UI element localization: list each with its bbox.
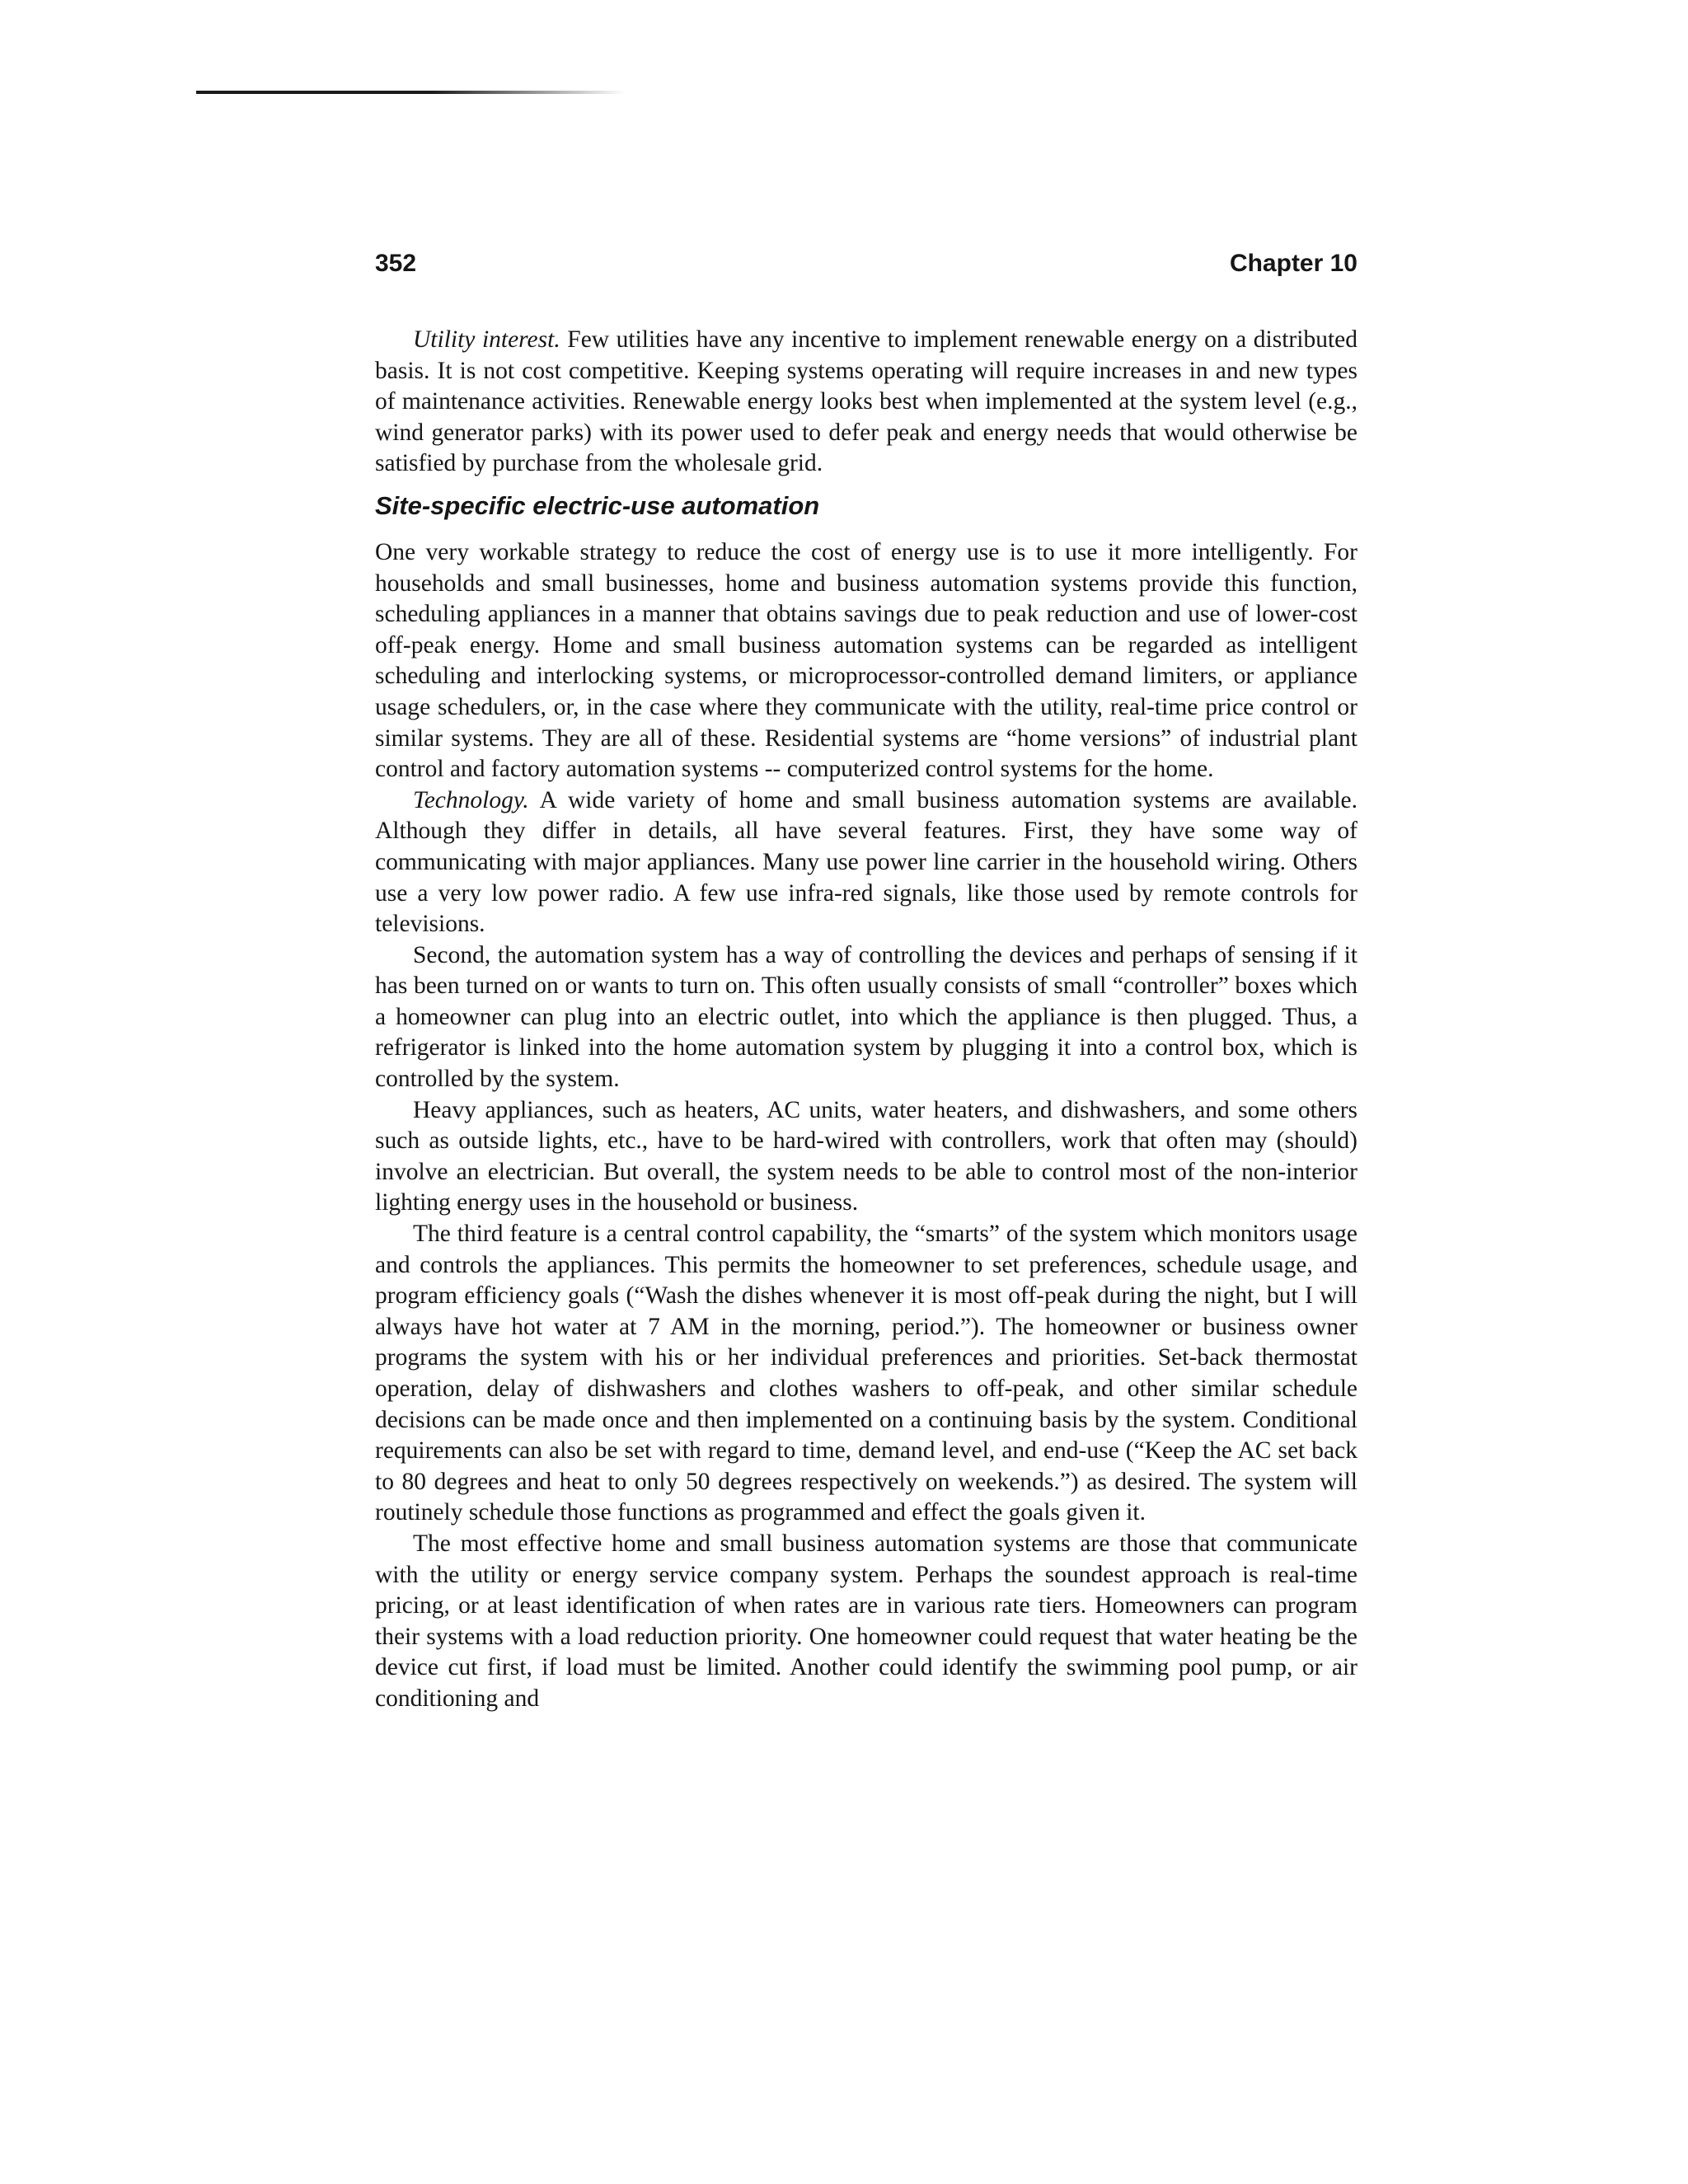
- paragraph-text: Few utilities have any incentive to implement renewable energy on a distributed basis. It is not cost competitive. Keeping systems operating will require increases in and new types of maintenance activities. Renewable energy looks best when implemented at the system level (e.g., wind generator parks) with its power used to defer peak and energy needs that would otherwise be satisfied by purchase from the wholesale grid.: [375, 326, 1357, 477]
- run-in-heading-technology: Technology.: [413, 786, 529, 813]
- section-heading: Site-specific electric-use automation: [375, 490, 820, 520]
- paragraph-technology: [375, 785, 1357, 940]
- paragraph-text: A wide variety of home and small business automation systems are available. Although they differ in details, all have several features. First, they have some way of communicating with major appliances. Many use power line carrier in the household wiring. Others use a very low power radio. A few use infra-red signals, like those used by remote controls for televisions.: [375, 786, 1357, 938]
- chapter-label: Chapter 10: [1229, 250, 1357, 277]
- run-in-heading-utility-interest: Utility interest.: [413, 326, 560, 353]
- paragraph-heavy-appliances: Heavy appliances, such as heaters, AC units, water heaters, and dishwashers, and some others such as outside lights, etc., have to be hard-wired with controllers, work that often may (should) involve an electrician. But overall, the system needs to be able to control most of the non-interior lighting energy uses in the household or business.: [375, 1096, 1357, 1216]
- paragraph-utility-interest: [375, 325, 1357, 480]
- top-rule: [196, 91, 625, 94]
- paragraph-most-effective: The most effective home and small business automation systems are those that communicate with the utility or energy service company system. Perhaps the soundest approach is real-time pricing, or at least identification of when rates are in various rate tiers. Homeowners can program their systems with a load reduction priority. One homeowner could request that water heating be the device cut first, if load must be limited. Another could identify the swimming pool pump, or air conditioning and: [375, 1530, 1357, 1712]
- running-head: [375, 246, 1357, 282]
- paragraph-intro: One very workable strategy to reduce the cost of energy use is to use it more intelligently. For households and small businesses, home and business automation systems provide this function, scheduling appliances in a manner that obtains savings due to peak reduction and use of lower-cost off-peak energy. Home and small business automation systems can be regarded as intelligent scheduling and interlocking systems, or microprocessor-controlled demand limiters, or appliance usage schedulers, or, in the case where they communicate with the utility, real-time price control or similar systems. They are all of these. Residential systems are “home versions” of industrial plant control and factory automation systems -- computerized control systems for the home.: [375, 538, 1357, 783]
- paragraph-second-feature: Second, the automation system has a way of controlling the devices and perhaps of sensing if it has been turned on or wants to turn on. This often usually consists of small “controller” boxes which a homeowner can plug into an electric outlet, into which the appliance is then plugged. Thus, a refrigerator is linked into the home automation system by plugging it into a control box, which is controlled by the system.: [375, 941, 1357, 1093]
- body-text: [375, 325, 1357, 1715]
- page-number: 352: [375, 250, 417, 277]
- paragraph-third-feature: The third feature is a central control capability, the “smarts” of the system which monitors usage and controls the appliances. This permits the homeowner to set preferences, schedule usage, and program efficiency goals (“Wash the dishes whenever it is most off-peak during the night, but I will always have hot water at 7 AM in the morning, period.”). The homeowner or business owner programs the system with his or her individual preferences and priorities. Set-back thermostat operation, delay of dishwashers and clothes washers to off-peak, and other similar schedule decisions can be made once and then implemented on a continuing basis by the system. Conditional requirements can also be set with regard to time, demand level, and end-use (“Keep the AC set back to 80 degrees and heat to only 50 degrees respectively on weekends.”) as desired. The system will routinely schedule those functions as programmed and effect the goals given it.: [375, 1221, 1357, 1526]
